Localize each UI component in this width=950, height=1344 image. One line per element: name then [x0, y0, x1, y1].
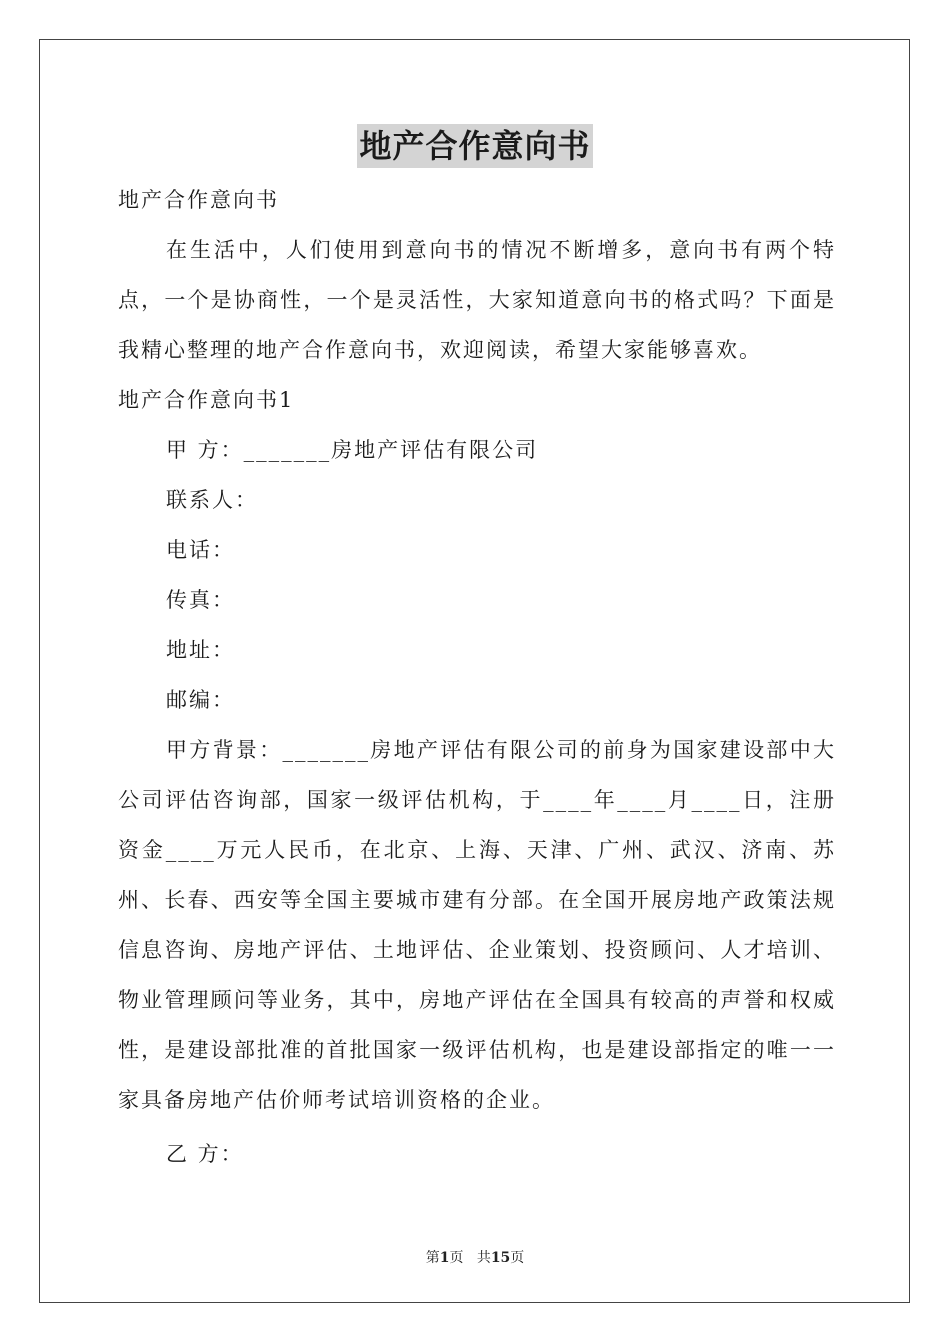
document-body [118, 175, 836, 1179]
paragraph-postcode: 邮编： [166, 688, 235, 712]
paragraph-address: 地址： [166, 638, 235, 662]
paragraph-subtitle: 地产合作意向书 [118, 188, 279, 212]
footer-total-pages: 15 [490, 1250, 511, 1266]
paragraph-contact: 联系人： [166, 488, 258, 512]
document-title: 地产合作意向书 [357, 124, 592, 168]
title-wrap [0, 124, 950, 168]
paragraph-section-heading: 地产合作意向书1 [118, 388, 295, 412]
page-footer [0, 1248, 950, 1268]
footer-total-suffix: 页 [510, 1250, 525, 1266]
paragraph-intro: 在生活中，人们使用到意向书的情况不断增多，意向书有两个特点，一个是协商性，一个是灵活性，大家知道意向书的格式吗？下面是我精心整理的地产合作意向书，欢迎阅读，希望大家能够喜欢。 [118, 238, 836, 362]
paragraph-fax: 传真： [166, 588, 235, 612]
paragraph-party-a: 甲 方：_______房地产评估有限公司 [166, 438, 539, 462]
footer-page-number: 1 [439, 1250, 450, 1266]
paragraph-phone: 电话： [166, 538, 235, 562]
paragraph-party-a-background: 甲方背景：_______房地产评估有限公司的前身为国家建设部中大公司评估咨询部，国家一级评估机构，于____年____月____日，注册资金____万元人民币，在北京、上海、天津、广州、武汉、济南、苏州、长春、西安等全国主要城市建有分部。在全国开展房地产政策法规信息咨询、房地产评估、土地评估、企业策划、投资顾问、人才培训、物业管理顾问等业务，其中，房地产评估在全国具有较高的声誉和权威性，是建设部批准的首批国家一级评估机构，也是建设部指定的唯一一家具备房地产估价师考试培训资格的企业。 [118, 738, 836, 1112]
footer-prefix: 第 [425, 1250, 440, 1266]
footer-page-suffix: 页 [449, 1250, 464, 1266]
footer-total-prefix: 共 [476, 1250, 491, 1266]
paragraph-party-b: 乙 方： [166, 1142, 244, 1166]
